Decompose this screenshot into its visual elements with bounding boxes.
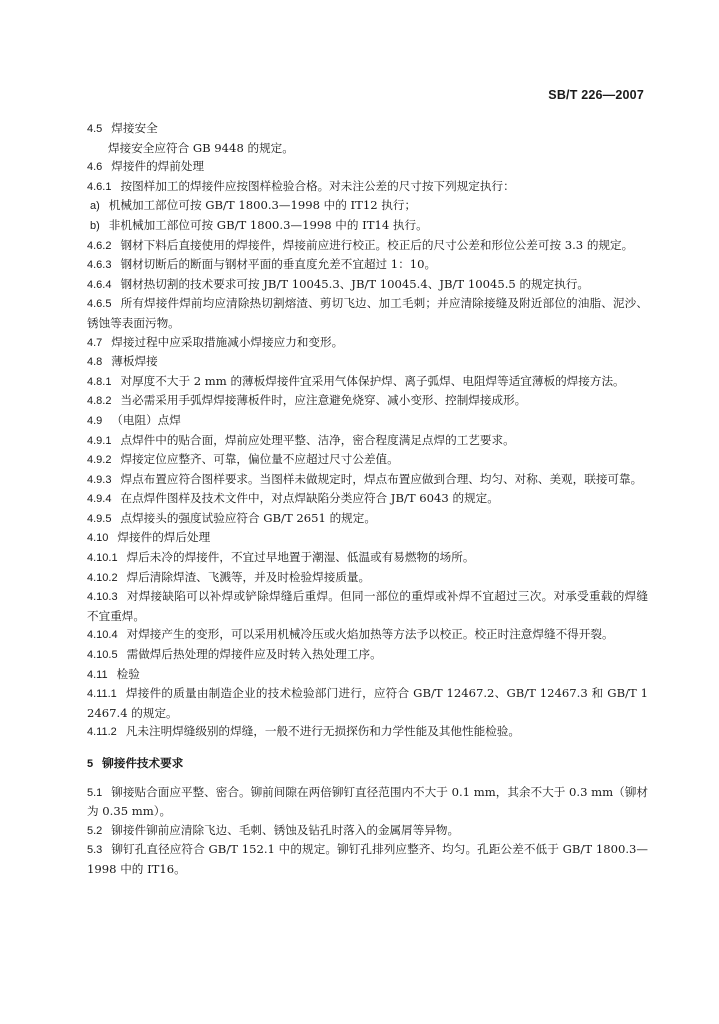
clause-text: 按图样加工的焊接件应按图样检验合格。对未注公差的尺寸按下列规定执行： — [120, 178, 515, 193]
section-5-title: 铆接件技术要求 — [102, 756, 184, 770]
clause-number: 4.5 — [87, 123, 103, 135]
section-5-content — [87, 783, 648, 879]
clause-text: 机械加工部位可按 GB/T 1800.3—1998 中的 IT12 执行； — [108, 198, 417, 213]
clause-text: 焊接过程中应采取措施减小焊接应力和变形。 — [111, 334, 344, 349]
clause-text: 非机械加工部位可按 GB/T 1800.3—1998 中的 IT14 执行。 — [108, 217, 428, 232]
paragraph — [87, 528, 648, 548]
clause-number: a) — [90, 200, 100, 213]
clause-text: 所有焊接件焊前均应清除热切割熔渣、剪切飞边、加工毛刺；并应清除接缝及附近部位的油脂、泥沙、锈蚀等表面污物。 — [87, 296, 648, 330]
clause-text: 需做焊后热处理的焊接件应及时转入热处理工序。 — [126, 647, 382, 662]
paragraph — [87, 450, 648, 470]
clause-text: 点焊接头的强度试验应符合 GB/T 2651 的规定。 — [120, 510, 376, 525]
clause-text: 钢材下料后直接使用的焊接件，焊接前应进行校正。校正后的尺寸公差和形位公差可按 3.3 的规定。 — [120, 237, 634, 252]
paragraph — [87, 587, 648, 625]
clause-text: 点焊件中的贴合面，焊前应处理平整、洁净，密合程度满足点焊的工艺要求。 — [120, 432, 515, 447]
clause-text: 焊点布置应符合图样要求。当图样未做规定时，焊点布置应做到合理、均匀、对称、美观，联接可靠。 — [120, 471, 643, 486]
section-4-content — [87, 119, 648, 742]
paragraph — [87, 255, 648, 275]
clause-number: 4.6.1 — [87, 180, 112, 193]
clause-text: 对厚度不大于 2 mm 的薄板焊接件宜采用气体保护焊、离子弧焊、电阻焊等适宜薄板的焊接方法。 — [120, 373, 625, 388]
clause-number: 4.9.1 — [87, 434, 112, 447]
paragraph — [87, 684, 648, 722]
clause-number: 4.10.1 — [87, 552, 118, 565]
paragraph — [87, 470, 648, 490]
clause-text: 薄板焊接 — [111, 354, 158, 369]
paragraph — [87, 294, 648, 332]
paragraph — [87, 431, 648, 451]
paragraph — [87, 119, 648, 139]
paragraph — [87, 216, 648, 236]
paragraph — [87, 625, 648, 645]
clause-number: 4.11 — [87, 668, 108, 681]
clause-number: 4.11.2 — [87, 726, 117, 739]
document-body — [87, 119, 648, 879]
clause-number: 4.8 — [87, 356, 103, 369]
paragraph — [87, 157, 648, 177]
clause-text: 当必需采用手弧焊焊接薄板件时，应注意避免烧穿、减小变形、控制焊接成形。 — [120, 393, 527, 408]
clause-text: 对焊接缺陷可以补焊或铲除焊缝后重焊。但同一部位的重焊或补焊不宜超过三次。对承受重载的焊缝不宜重焊。 — [87, 589, 648, 623]
paragraph — [87, 333, 648, 353]
paragraph — [87, 722, 648, 742]
paragraph — [87, 548, 648, 568]
clause-number: 4.6.2 — [87, 239, 112, 252]
clause-number: 4.9.5 — [87, 512, 112, 525]
clause-text: 焊接件的焊后处理 — [117, 530, 211, 545]
paragraph — [87, 236, 648, 256]
clause-text: 凡未注明焊缝级别的焊缝，一般不进行无损探伤和力学性能及其他性能检验。 — [125, 724, 520, 739]
clause-text: 检验 — [116, 666, 140, 681]
clause-number: 4.10.2 — [87, 571, 118, 584]
clause-number: 4.6.4 — [87, 278, 112, 291]
clause-number: 4.6 — [87, 161, 103, 174]
clause-text: 焊接件的焊前处理 — [111, 159, 205, 174]
clause-number: 4.7 — [87, 336, 103, 349]
paragraph — [87, 411, 648, 431]
paragraph — [87, 645, 648, 665]
paragraph — [87, 489, 648, 509]
paragraph — [87, 177, 648, 197]
clause-text: 焊接件的质量由制造企业的技术检验部门进行，应符合 GB/T 12467.2、GB/T 12467.3 和 GB/T 12467.4 的规定。 — [87, 686, 648, 720]
paragraph — [87, 840, 648, 878]
section-5-number: 5 — [87, 758, 94, 770]
clause-number: 4.9.4 — [87, 493, 112, 506]
clause-text: （电阻）点焊 — [111, 412, 181, 427]
clause-text: 焊接安全应符合 GB 9448 的规定。 — [108, 140, 294, 155]
clause-number: 5.3 — [87, 844, 103, 857]
clause-text: 铆钉孔直径应符合 GB/T 152.1 中的规定。铆钉孔排列应整齐、均匀。孔距公差不低于 GB/T 1800.3—1998 中的 IT16。 — [87, 842, 648, 876]
standard-code: SB/T 226—2007 — [548, 88, 644, 102]
paragraph — [87, 372, 648, 392]
clause-text: 钢材切断后的断面与钢材平面的垂直度允差不宜超过 1：10。 — [120, 257, 437, 272]
paragraph — [87, 783, 648, 821]
clause-number: 4.8.2 — [87, 395, 112, 408]
clause-text: 铆接贴合面应平整、密合。铆前间隙在两倍铆钉直径范围内不大于 0.1 mm，其余不大于 0.3 mm（铆材为 0.35 mm）。 — [87, 784, 648, 819]
clause-number: 4.10.4 — [87, 629, 118, 642]
clause-number: 4.11.1 — [87, 688, 117, 701]
paragraph — [87, 352, 648, 372]
clause-text: 焊接安全 — [111, 121, 158, 135]
clause-text: 焊接定位应整齐、可靠，偏位量不应超过尺寸公差值。 — [120, 452, 399, 467]
clause-number: 4.6.3 — [87, 259, 112, 272]
clause-text: 焊后未冷的焊接件，不宜过早地置于潮湿、低温或有易燃物的场所。 — [126, 550, 475, 565]
clause-number: 4.9.3 — [87, 473, 112, 486]
clause-text: 钢材热切割的技术要求可按 JB/T 10045.3、JB/T 10045.4、JB/T 10045.5 的规定执行。 — [120, 276, 590, 291]
clause-number: 5.2 — [87, 824, 103, 837]
clause-number: b) — [90, 219, 100, 232]
clause-number: 4.6.5 — [87, 298, 112, 311]
paragraph — [87, 139, 648, 158]
paragraph — [87, 391, 648, 411]
clause-number: 4.9 — [87, 414, 103, 427]
clause-number: 4.10.5 — [87, 649, 118, 662]
paragraph — [87, 821, 648, 841]
clause-number: 5.1 — [87, 786, 103, 799]
clause-text: 对焊接产生的变形，可以采用机械冷压或火焰加热等方法予以校正。校正时注意焊缝不得开裂。 — [126, 627, 614, 642]
clause-number: 4.10.3 — [87, 591, 118, 604]
paragraph — [87, 196, 648, 216]
clause-text: 焊后清除焊渣、飞溅等，并及时检验焊接质量。 — [126, 569, 371, 584]
clause-number: 4.9.2 — [87, 454, 112, 467]
paragraph — [87, 665, 648, 685]
section-5-heading — [87, 754, 648, 774]
clause-number: 4.8.1 — [87, 375, 112, 388]
paragraph — [87, 568, 648, 588]
clause-text: 铆接件铆前应清除飞边、毛刺、锈蚀及钻孔时落入的金属屑等异物。 — [111, 822, 460, 837]
clause-number: 4.10 — [87, 532, 109, 545]
clause-text: 在点焊件图样及技术文件中，对点焊缺陷分类应符合 JB/T 6043 的规定。 — [120, 491, 499, 506]
paragraph — [87, 275, 648, 295]
paragraph — [87, 509, 648, 529]
